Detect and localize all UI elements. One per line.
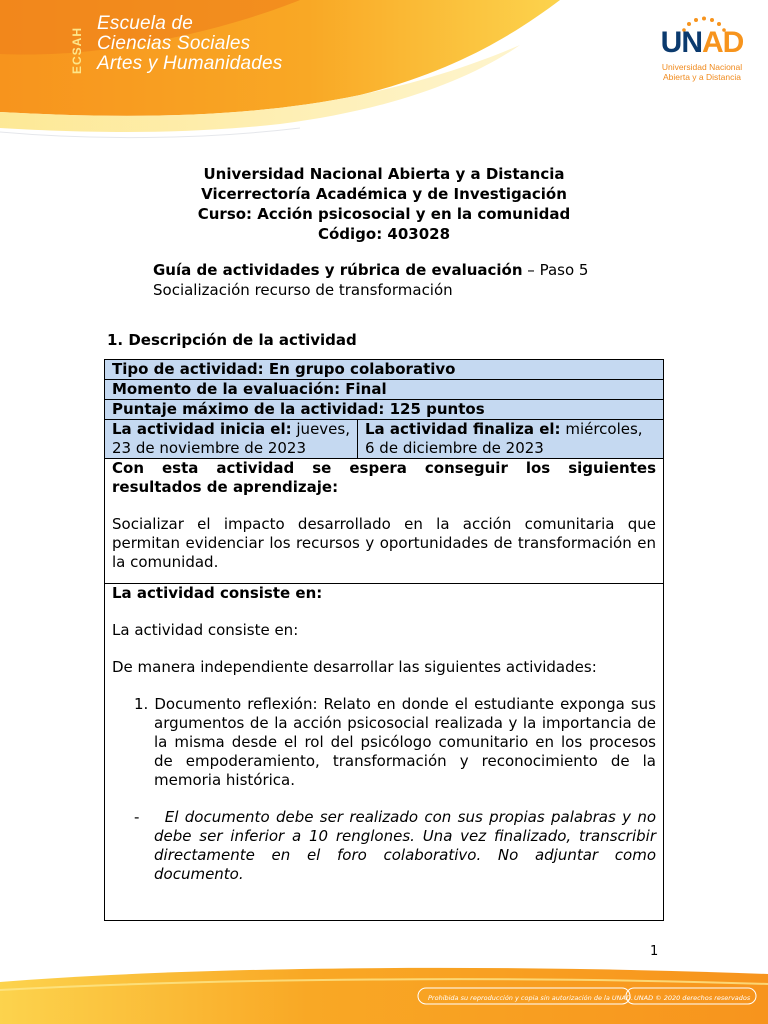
finaliza-label: La actividad finaliza el: [365,420,561,438]
footer-copy-notice: Prohibida su reproducción y copia sin autorización de la UNAD. [428,994,634,1002]
activity-table [104,359,664,921]
logo-subtitle [660,62,744,82]
guide-bold: Guía de actividades y rúbrica de evaluación [153,261,523,279]
table-row [105,360,664,380]
school-line-3: Artes y Humanidades [97,53,283,74]
title-line-3: Curso: Acción psicosocial y en la comunidad [197,205,571,223]
title-line-4: Código: 403028 [317,225,451,243]
independiente-text: De manera independiente desarrollar las siguientes actividades: [112,658,597,676]
inicia-value-2: 23 de noviembre de 2023 [112,439,306,457]
table-row [105,584,664,921]
finaliza-value-2: 6 de diciembre de 2023 [365,439,544,457]
title-line-1: Universidad Nacional Abierta y a Distancia [203,165,565,183]
table-row [105,459,664,584]
puntaje-cell: Puntaje máximo de la actividad: 125 puntos [105,400,664,420]
consiste-heading: La actividad consiste en: [112,584,323,602]
momento-cell: Momento de la evaluación: Final [105,380,664,400]
resultados-cell [105,459,664,584]
resultados-heading-1: Con esta actividad se espera conseguir los siguientes [112,459,656,477]
inicia-value-1: jueves, [291,420,350,438]
footer-rights: UNAD © 2020 derechos reservados [634,994,751,1002]
dash-marker: - [134,808,140,826]
school-line-1: Escuela de [97,13,194,34]
ecsah-label: ECSAH [70,26,84,74]
finaliza-cell [358,420,664,459]
ecsah-emblem [66,18,86,76]
consiste-cell [105,584,664,921]
tipo-cell: Tipo de actividad: En grupo colaborativo [105,360,664,380]
resultados-heading-2: resultados de aprendizaje: [112,478,339,496]
guide-step: – Paso 5 [522,261,589,279]
title-line-2: Vicerrectoría Académica y de Investigación [201,185,567,203]
logo-un: UN [660,26,702,59]
logo-sub-2: Abierta y a Distancia [663,72,741,82]
unad-logo [660,14,744,86]
note-text: El documento debe ser realizado con sus propias palabras y no debe ser inferior a 10 renglones. Una vez finalizado, transcribir directamente en el foro colaborativo. No adjuntar como documento. [154,808,657,883]
footer-banner [0,960,768,1024]
table-row [105,420,664,459]
finaliza-value-1: miércoles, [560,420,643,438]
school-line-2: Ciencias Sociales [97,33,251,54]
table-row [105,400,664,420]
guide-heading [153,260,588,300]
section-heading: 1. Descripción de la actividad [107,331,357,349]
document-title [0,164,768,244]
consiste-text: La actividad consiste en: [112,621,299,639]
logo-sub-1: Universidad Nacional [661,62,743,72]
inicia-label: La actividad inicia el: [112,420,292,438]
logo-wordmark [660,26,744,60]
school-name [97,14,282,74]
table-row [105,380,664,400]
note-item [134,808,656,884]
inicia-cell [105,420,358,459]
guide-subtitle: Socialización recurso de transformación [153,281,453,299]
logo-ad: AD [702,26,744,59]
list-item: 1. Documento reflexión: Relato en donde el estudiante exponga sus argumentos de la acción psicosocial realizada y la importancia de la misma desde el rol del psicólogo comunitario en los procesos de empoderamiento, transformación y reconocimiento de la memoria histórica. [134,695,656,789]
page-number: 1 [650,944,659,959]
resultados-text: Socializar el impacto desarrollado en la acción comunitaria que permitan evidenciar los recursos y oportunidades de transformación en la comunidad. [112,515,656,571]
